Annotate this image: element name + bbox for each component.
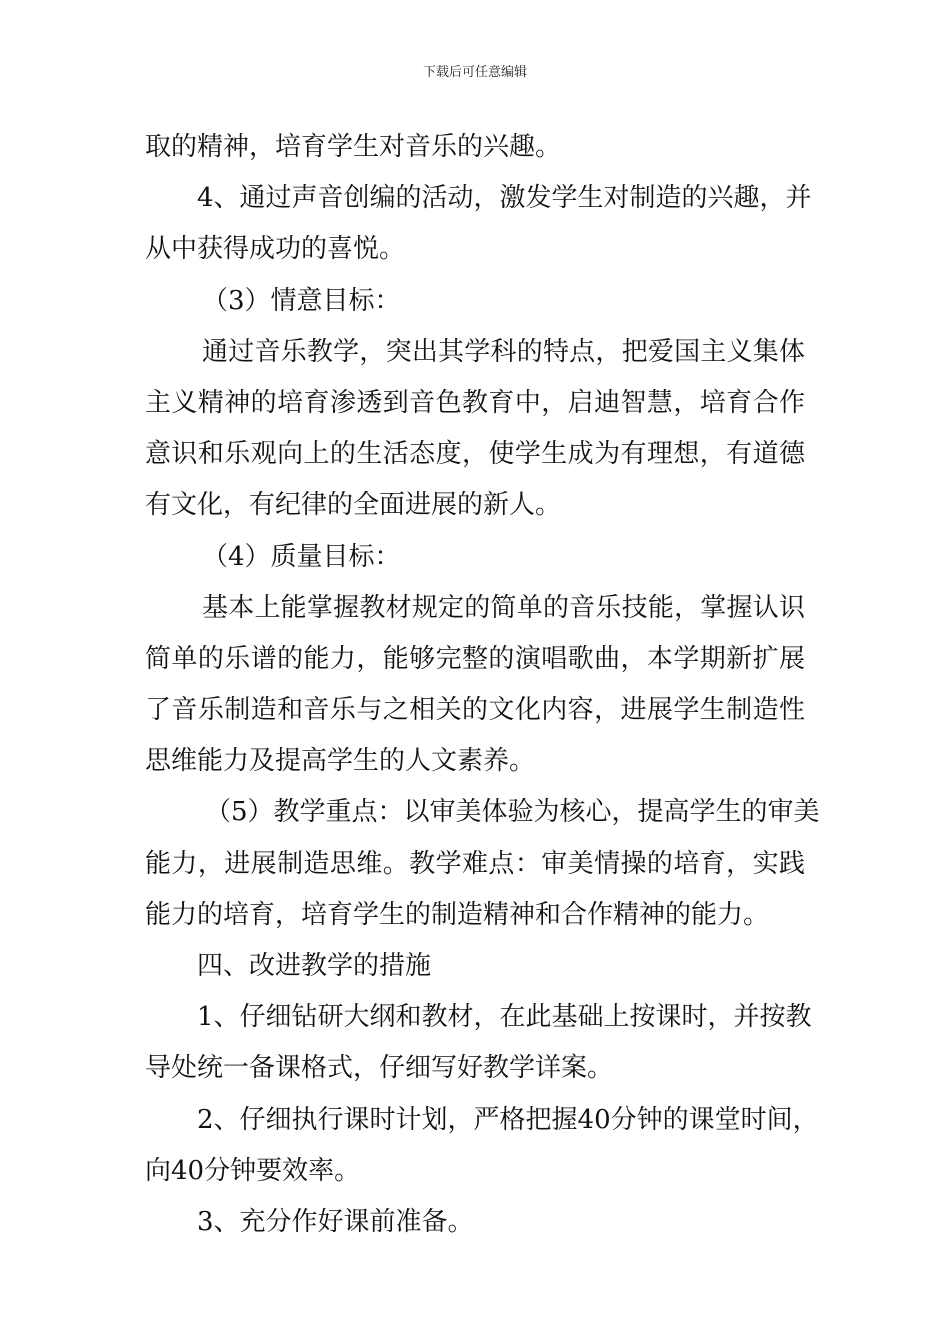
document-body bbox=[145, 122, 820, 1248]
text-line: 能力的培育，培育学生的制造精神和合作精神的能力。 bbox=[145, 899, 770, 930]
text-line: 取的精神，培育学生对音乐的兴趣。 bbox=[145, 132, 562, 162]
text-line: 基本上能掌握教材规定的简单的音乐技能，掌握认识 bbox=[202, 592, 805, 623]
text-line: 了音乐制造和音乐与之相关的文化内容，进展学生制造性 bbox=[145, 695, 805, 726]
text-line: 意识和乐观向上的生活态度，使学生成为有理想，有道德 bbox=[145, 439, 805, 470]
text-line: 通过音乐教学，突出其学科的特点，把爱国主义集体 bbox=[202, 336, 805, 367]
text-line: 简单的乐谱的能力，能够完整的演唱歌曲，本学期新扩展 bbox=[145, 643, 805, 674]
text-line: 1、仔细钻研大纲和教材，在此基础上按课时，并按教 bbox=[197, 1002, 812, 1033]
section-heading: （4）质量目标： bbox=[202, 541, 401, 572]
text-line: 能力，进展制造思维。教学难点：审美情操的培育，实践 bbox=[145, 848, 805, 879]
text-line: 4、通过声音创编的活动，激发学生对制造的兴趣，并 bbox=[197, 183, 812, 214]
text-line: （5）教学重点：以审美体验为核心，提高学生的审美 bbox=[205, 797, 820, 828]
text-line: 主义精神的培育渗透到音色教育中，启迪智慧，培育合作 bbox=[145, 387, 805, 418]
text-line: 思维能力及提高学生的人文素养。 bbox=[145, 746, 536, 777]
text-line: 3、充分作好课前准备。 bbox=[197, 1206, 474, 1237]
text-line: 从中获得成功的喜悦。 bbox=[145, 234, 406, 265]
section-heading: （3）情意目标： bbox=[202, 285, 401, 316]
text-line: 导处统一备课格式，仔细写好教学详案。 bbox=[145, 1053, 614, 1084]
section-heading: 四、改进教学的措施 bbox=[197, 951, 432, 981]
text-line: 2、仔细执行课时计划，严格把握40分钟的课堂时间， bbox=[197, 1104, 819, 1135]
page-header-watermark: 下载后可任意编辑 bbox=[422, 65, 527, 80]
text-line: 向40分钟要效率。 bbox=[145, 1155, 361, 1186]
text-line: 有文化，有纪律的全面进展的新人。 bbox=[145, 490, 562, 521]
